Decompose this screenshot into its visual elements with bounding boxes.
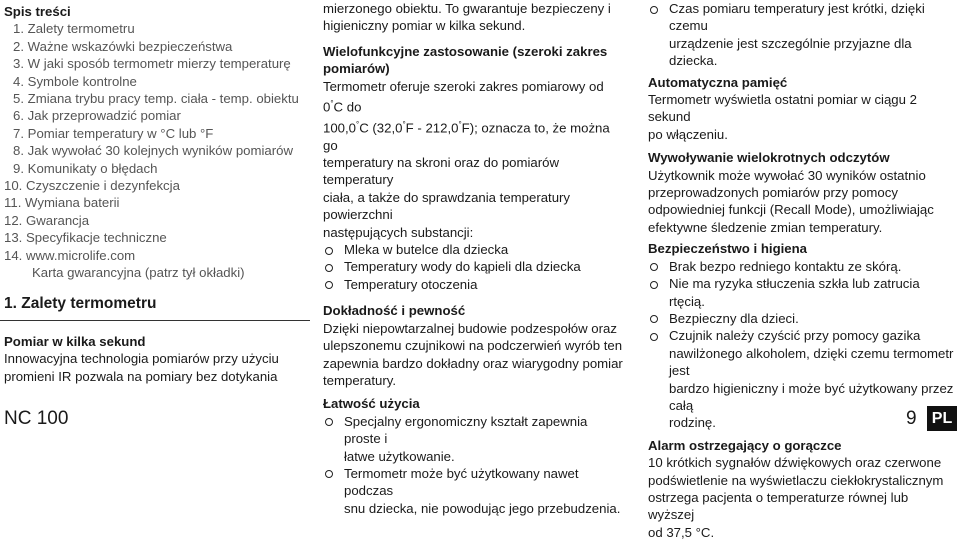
footer-model: NC 100 — [4, 408, 69, 429]
section-divider — [0, 320, 310, 321]
text-line: Dzięki niepowtarzalnej budowie podzespołów oraz — [323, 320, 617, 336]
toc-item: 3. W jaki sposób termometr mierzy temperaturę — [13, 56, 291, 72]
bullet-icon — [650, 315, 658, 323]
text-line: zapewnia bardzo dokładny oraz wiarygodny pomiar — [323, 355, 623, 371]
toc-title: Spis treści — [4, 4, 71, 19]
text-line: higieniczny pomiar w kilka sekund. — [323, 18, 526, 34]
text-line: ciała, a także do sprawdzania temperatury powierzchni — [323, 189, 571, 223]
text-line: promieni IR pozwala na pomiary bez dotykania — [4, 368, 278, 384]
list-item: Specjalny ergonomiczny kształt zapewnia proste i łatwe użytkowanie. — [323, 413, 623, 465]
heading-fever-alarm: Alarm ostrzegający o gorączce — [648, 437, 842, 453]
list-item: Bezpieczny dla dzieci. — [648, 310, 958, 327]
paragraph-recall — [648, 167, 958, 237]
text-line: pomiarów) — [323, 61, 390, 77]
heading-auto-memory: Automatyczna pamięć — [648, 74, 788, 90]
bullet-icon — [325, 247, 333, 255]
bullet-icon — [650, 263, 658, 271]
table-of-contents — [4, 20, 304, 264]
list-item: Mleka w butelce dla dziecka — [323, 241, 623, 258]
text-line: Użytkownik może wywołać 30 wyników ostatnio — [648, 167, 926, 183]
paragraph-range — [323, 78, 623, 241]
list-item: Nie ma ryzyka stłuczenia szkła lub zatrucia rtęcią. — [648, 275, 958, 310]
heading-accuracy: Dokładność i pewność — [323, 303, 466, 319]
list-item: Czas pomiaru temperatury jest krótki, dzięki czemu urządzenie jest szczególnie przyjazne dla dziecka. — [648, 0, 958, 70]
text-line: po włączeniu. — [648, 126, 728, 142]
toc-item: 14. www.microlife.com — [4, 247, 136, 263]
bullet-icon — [325, 281, 333, 289]
text-line: następujących substancji: — [323, 224, 474, 240]
page-number: 9 — [906, 408, 917, 429]
list-item: Czujnik należy czyścić przy pomocy gazika nawilżonego alkoholem, dzięki czemu termometr jest bardzo higieniczny i może być użytkowany przez całą rodzinę. — [648, 327, 958, 431]
bullet-icon — [325, 418, 333, 426]
toc-item: 8. Jak wywołać 30 kolejnych wyników pomiarów — [13, 143, 293, 159]
toc-item: 10. Czyszczenie i dezynfekcja — [4, 178, 180, 194]
toc-item: 12. Gwarancja — [4, 212, 90, 228]
text-line: Termometr wyświetla ostatni pomiar w ciągu 2 sekund — [648, 92, 917, 125]
language-badge: PL — [927, 406, 957, 431]
toc-item: 13. Specyfikacje techniczne — [4, 230, 167, 246]
column-right — [648, 0, 958, 541]
column-left — [4, 3, 304, 385]
heading-measure-seconds: Pomiar w kilka sekund — [4, 333, 146, 349]
text-line: od 37,5 °C. — [648, 524, 715, 540]
substances-list — [323, 241, 623, 293]
text-line: 100,0°C (32,0°F - 212,0°F); oznacza to, że można go — [323, 119, 610, 153]
text-line: temperatury. — [323, 372, 397, 388]
heading-multifunction — [323, 43, 623, 78]
toc-item: 11. Wymiana baterii — [4, 195, 120, 211]
bullet-icon — [325, 470, 333, 478]
paragraph-accuracy — [323, 320, 623, 390]
text-line: odpowiedniej funkcji (Recall Mode), umożliwiając — [648, 202, 934, 218]
list-item: Temperatury otoczenia — [323, 276, 623, 293]
text-line: Wielofunkcyjne zastosowanie (szeroki zakres — [323, 43, 608, 59]
text-line: mierzonego obiektu. To gwarantuje bezpieczeny i — [323, 1, 611, 16]
paragraph-auto-memory — [648, 91, 958, 143]
column-middle — [323, 0, 623, 517]
ease-list — [323, 413, 623, 517]
toc-item: 9. Komunikaty o błędach — [13, 160, 158, 176]
text-line: temperatury na skroni oraz do pomiarów temperatury — [323, 155, 560, 188]
toc-item: 7. Pomiar temperatury w °C lub °F — [13, 125, 214, 141]
bullet-icon — [325, 264, 333, 272]
paragraph-measure-seconds — [4, 350, 304, 385]
heading-safety: Bezpieczeństwo i higiena — [648, 241, 808, 257]
bullet-icon — [650, 6, 658, 14]
text-line: przeprowadzonych pomiarów przy pomocy — [648, 185, 898, 201]
text-line: ostrzega pacjenta o temperaturze równej lub wyższej — [648, 489, 909, 523]
text-line: efektywne śledzenie zmian temperatury. — [648, 219, 883, 235]
bullet-icon — [650, 333, 658, 341]
bullet-icon — [650, 281, 658, 289]
text-line: podświetlenie na wyświetlaczu ciekłokrystalicznym — [648, 472, 944, 488]
ease-list-cont — [648, 0, 958, 70]
text-line: Innowacyjna technologia pomiarów przy użyciu — [4, 351, 279, 367]
text-line: 10 krótkich sygnałów dźwiękowych oraz czerwone — [648, 455, 942, 471]
heading-recall: Wywoływanie wielokrotnych odczytów — [648, 150, 890, 166]
toc-item: 2. Ważne wskazówki bezpieczeństwa — [13, 38, 233, 54]
heading-ease-of-use: Łatwość użycia — [323, 396, 420, 412]
toc-item: 4. Symbole kontrolne — [13, 73, 137, 89]
text-line: Termometr oferuje szeroki zakres pomiarowy od 0°C do — [323, 78, 604, 115]
safety-list — [648, 258, 958, 432]
list-item: Termometr może być użytkowany nawet podczas snu dziecka, nie powodując jego przebudzenia. — [323, 465, 623, 517]
paragraph-fever-alarm — [648, 454, 958, 541]
toc-item: 5. Zmiana trybu pracy temp. ciała - temp. obiektu — [13, 91, 299, 107]
toc-item: 1. Zalety termometru — [13, 21, 135, 37]
section-title: 1. Zalety termometru — [4, 294, 157, 312]
text-line: ulepszonemu czujnikowi na podczerwień wyrób ten — [323, 338, 623, 354]
toc-item: 6. Jak przeprowadzić pomiar — [13, 108, 181, 124]
toc-item-warranty-card: Karta gwarancyjna (patrz tył okładki) — [32, 265, 245, 281]
list-item: Temperatury wody do kąpieli dla dziecka — [323, 258, 623, 275]
list-item: Brak bezpo redniego kontaktu ze skórą. — [648, 258, 958, 275]
